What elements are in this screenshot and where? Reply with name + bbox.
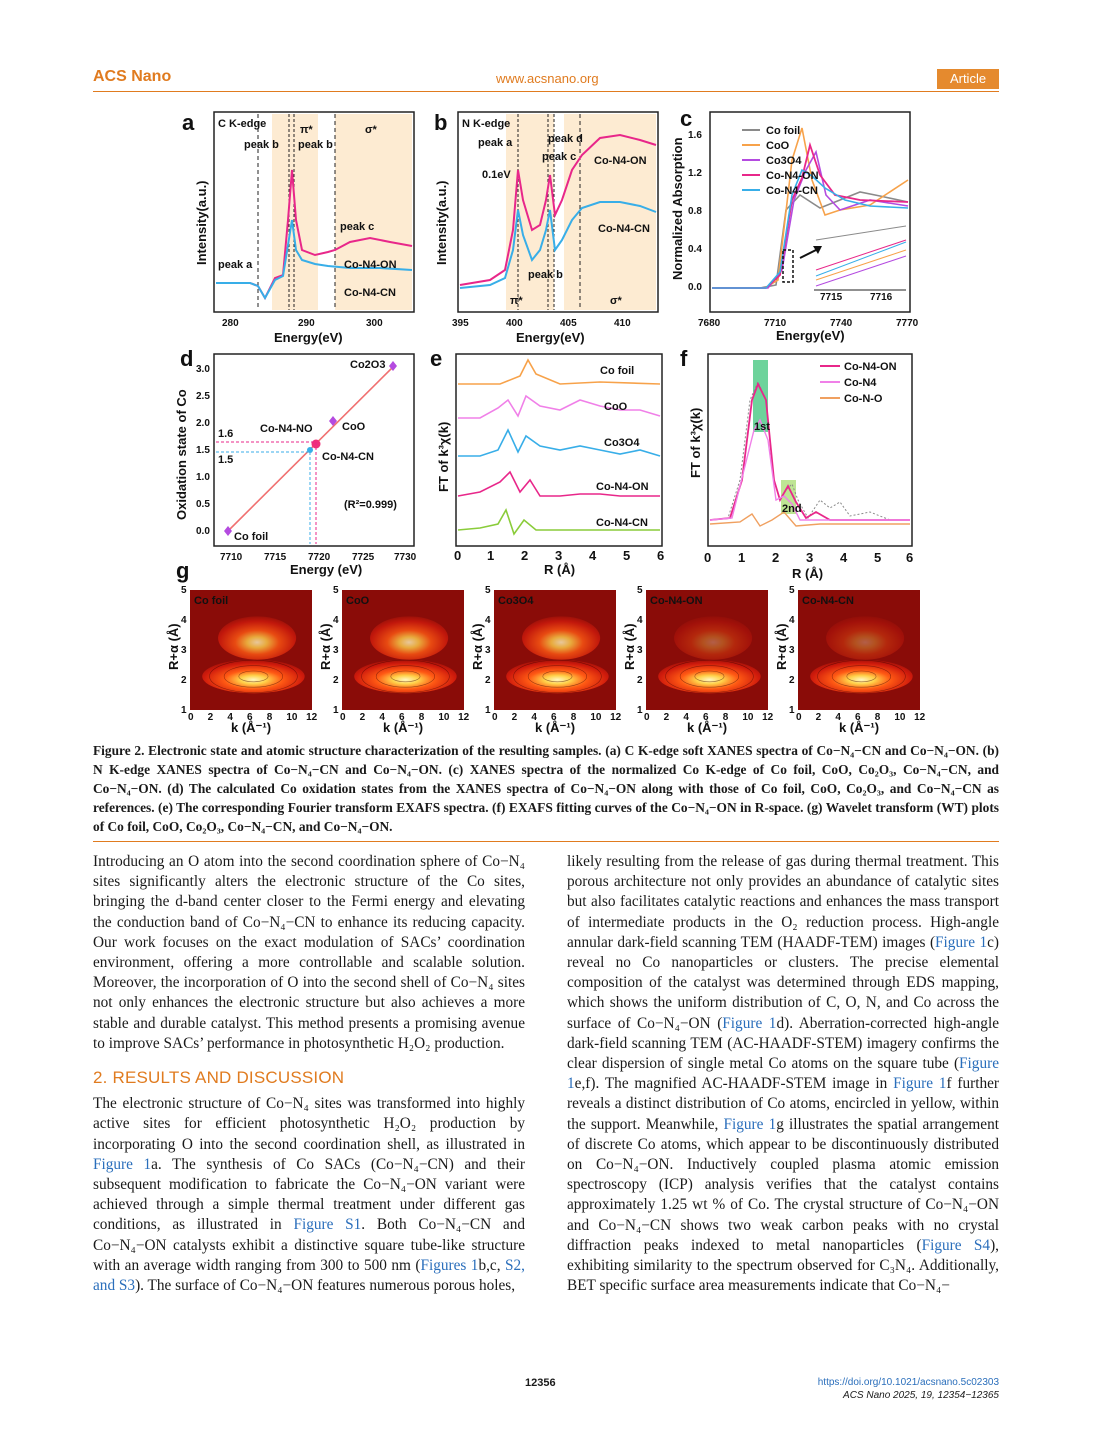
a-peak-c: peak c xyxy=(340,221,375,233)
wt-ylabel: R+α (Å) xyxy=(318,623,333,670)
wt-xlabel: k (Å⁻¹) xyxy=(687,720,728,735)
wt-map-label-1: CoO xyxy=(346,595,370,607)
c-legend-0: Co foil xyxy=(766,125,801,137)
article-badge: Article xyxy=(937,69,999,89)
wt-map-0 xyxy=(166,585,318,735)
b-shift: 0.1eV xyxy=(482,169,511,181)
caption-label: Figure 2. xyxy=(93,743,145,758)
wt-ylabel: R+α (Å) xyxy=(166,623,181,670)
wt-xtick: 4 xyxy=(531,712,537,723)
wt-xtick: 8 xyxy=(722,712,729,723)
b-pi-star: π* xyxy=(510,295,523,307)
b-peak-a: peak a xyxy=(478,137,513,149)
b-xlabel: Energy(eV) xyxy=(516,330,585,345)
wt-xtick: 10 xyxy=(590,712,602,723)
b-peak-c: peak c xyxy=(542,151,577,163)
wt-map-2 xyxy=(470,585,622,735)
wt-xlabel: k (Å⁻¹) xyxy=(231,720,272,735)
f-shell-1st: 1st xyxy=(754,421,770,433)
paragraph-results: The electronic structure of Co−N₄ sites was transformed into highly active sites for efficient photosynthetic H₂O₂ production by incorporating O into the second coordination shell, as illustrated in Figure 1a. The synthesis of Co SACs (Co−N₄−CN) and their subsequent modification to fabricate the Co−N₄−ON variant were achieved through a simple thermal treatment under different gas conditions, as illustrated in Figure S1. Both Co−N₄−CN and Co−N₄−ON catalysts exhibit a distinctive square tube-like structure with an average width ranging from 300 to 500 nm (Figures 1b,c, S2, and S3). The surface of Co−N₄−ON features numerous porous holes, xyxy=(93,1095,525,1295)
wt-ytick: 1 xyxy=(333,705,339,716)
wt-ylabel: R+α (Å) xyxy=(470,623,485,670)
c-xlabel: Energy(eV) xyxy=(776,328,845,343)
d-ytick-2: 1.0 xyxy=(196,472,210,483)
e-label-2: Co3O4 xyxy=(604,437,640,449)
figure-2 xyxy=(166,100,926,735)
link-figure-s4[interactable]: Figure S4 xyxy=(921,1236,991,1254)
c-legend-4: Co-N4-CN xyxy=(766,185,818,197)
wt-ytick: 2 xyxy=(789,675,795,686)
wt-ytick: 2 xyxy=(181,675,187,686)
wt-ytick: 4 xyxy=(485,615,491,626)
f-legend-2: Co-N-O xyxy=(844,393,883,405)
wt-maps xyxy=(166,585,926,735)
a-tick-0: 280 xyxy=(222,318,239,329)
e-label-1: CoO xyxy=(604,401,628,413)
wt-xtick: 0 xyxy=(188,712,194,723)
f-legend-0: Co-N4-ON xyxy=(844,361,897,373)
wt-ytick: 3 xyxy=(637,645,643,656)
c-inset-tick-1: 7716 xyxy=(870,292,893,303)
d-ytick-0: 0.0 xyxy=(196,526,210,537)
b-sigma-star: σ* xyxy=(610,295,622,307)
wt-map-label-4: Co-N4-CN xyxy=(802,595,854,607)
wt-xtick: 0 xyxy=(644,712,650,723)
wt-ytick: 3 xyxy=(485,645,491,656)
paragraph-intro: Introducing an O atom into the second coordination sphere of Co−N₄ sites significantly alters the electronic structure of the Co sites, bringing the d-band center closer to the Fermi energy and elevating the conduction band of Co−N₄−CN to enhance its reducing capacity. Our work focuses on the exact modulation of SACs’ coordination environment, offering a more controllable and scalable solution. Moreover, the incorporation of O into the second shell of Co−N₄ sites not only enhances the electronic structure but also achieves a more stable and durable catalyst. This method presents a promising avenue to improve SACs’ performance in photosynthetic H₂O₂ production. xyxy=(93,853,525,1052)
d-label-co-n4-cn: Co-N4-CN xyxy=(322,451,374,463)
c-inset-tick-0: 7715 xyxy=(820,292,843,303)
d-label-co-foil: Co foil xyxy=(234,531,269,543)
d-ytick-5: 2.5 xyxy=(196,391,210,402)
c-legend-1: CoO xyxy=(766,140,790,152)
a-peak-b2: peak b xyxy=(298,139,333,151)
c-ytick-2: 0.8 xyxy=(688,206,702,217)
c-xtick-2: 7740 xyxy=(830,318,853,329)
wt-xtick: 2 xyxy=(207,712,214,723)
f-xlabel: R (Å) xyxy=(792,566,824,581)
panel-label-b: b xyxy=(434,110,448,135)
f-shell-2nd: 2nd xyxy=(782,503,802,515)
d-ytick-6: 3.0 xyxy=(196,364,210,375)
e-xtick-4: 4 xyxy=(589,548,597,563)
wt-xtick: 0 xyxy=(340,712,346,723)
e-xlabel: R (Å) xyxy=(544,562,576,577)
c-xtick-1: 7710 xyxy=(764,318,787,329)
wt-ytick: 1 xyxy=(789,705,795,716)
paragraph-continued: likely resulting from the release of gas during thermal treatment. This porous architecture not only provides an abundance of catalytic sites but also facilitates catalytic reactions and enhances the mass transport of intermediate products in the O₂ reduction process. High-angle annular dark-field scanning TEM (HAADF-TEM) images (Figure 1c) reveal no Co nanoparticles or clusters. The precise elemental composition of the catalyst was determined through EDS mapping, which shows the uniform distribution of C, O, N, and Co across the surface of Co−N₄−ON (Figure 1d). Aberration-corrected high-angle dark-field scanning TEM (AC-HAADF-STEM) imagery confirms the clear dispersion of single metal Co atoms on the square tube (Figure 1e,f). The magnified AC-HAADF-STEM image in Figure 1f further reveals a distinct distribution of Co atoms, encircled in yellow, within the support. Meanwhile, Figure 1g illustrates the spatial arrangement of discrete Co atoms, which appear to be discontinuously distributed on Co−N₄−ON. Inductively coupled plasma atomic emission spectroscopy (ICP) analysis verifies that the catalyst contains approximately 1.25 wt % of Co. The crystal structure of Co−N₄−ON and Co−N₄−CN shows two weak carbon peaks with no crystal diffraction peaks indexed to metal nanoparticles (Figure S4), exhibiting similarity to the spectrum observed for C₃N₄. Additionally, BET specific surface area measurements indicate that Co−N₄− xyxy=(567,853,999,1295)
d-xtick-0: 7710 xyxy=(220,552,243,563)
c-legend-3: Co-N4-ON xyxy=(766,170,819,182)
d-xtick-2: 7720 xyxy=(308,552,331,563)
d-ytick-3: 1.5 xyxy=(196,445,210,456)
wt-ytick: 5 xyxy=(181,585,187,596)
wt-ytick: 5 xyxy=(637,585,643,596)
body-column-right xyxy=(567,852,999,1296)
wt-ytick: 2 xyxy=(485,675,491,686)
panel-g xyxy=(166,558,926,735)
wt-xtick: 2 xyxy=(359,712,366,723)
e-xtick-5: 5 xyxy=(623,548,631,563)
wt-ytick: 3 xyxy=(333,645,339,656)
f-ylabel: FT of k³χ(k) xyxy=(688,407,703,478)
d-label-co-n4-no: Co-N4-NO xyxy=(260,423,313,435)
caption-rule xyxy=(93,841,999,842)
e-xtick-3: 3 xyxy=(555,548,563,563)
wt-ytick: 1 xyxy=(637,705,643,716)
wt-map-label-2: Co3O4 xyxy=(498,595,534,607)
e-xtick-6: 6 xyxy=(657,548,665,563)
panel-e xyxy=(430,346,664,577)
wt-map-1 xyxy=(318,585,470,735)
wt-xtick: 12 xyxy=(610,712,622,723)
wt-ytick: 4 xyxy=(333,615,339,626)
d-ytick-1: 0.5 xyxy=(196,499,210,510)
wt-ytick: 1 xyxy=(181,705,187,716)
citation: ACS Nano 2025, 19, 12354−12365 xyxy=(843,1390,999,1401)
wt-xtick: 6 xyxy=(247,712,253,723)
wt-xtick: 0 xyxy=(492,712,498,723)
wt-xtick: 12 xyxy=(762,712,774,723)
b-tick-1: 400 xyxy=(506,318,523,329)
f-xtick-5: 5 xyxy=(874,550,882,565)
b-tick-3: 410 xyxy=(614,318,631,329)
a-sigma-star: σ* xyxy=(365,124,377,136)
b-tick-0: 395 xyxy=(452,318,469,329)
wt-ytick: 1 xyxy=(485,705,491,716)
wt-xtick: 10 xyxy=(742,712,754,723)
d-label-co2o3: Co2O3 xyxy=(350,359,386,371)
wt-map-3 xyxy=(622,585,774,735)
link-figure-1d[interactable]: Figure 1 xyxy=(722,1014,777,1032)
section-heading: 2. RESULTS AND DISCUSSION xyxy=(93,1068,345,1088)
wt-map-4 xyxy=(774,585,926,735)
wt-ytick: 3 xyxy=(789,645,795,656)
e-xtick-0: 0 xyxy=(454,548,462,563)
c-ytick-3: 1.2 xyxy=(688,168,702,179)
a-title: C K-edge xyxy=(218,118,267,130)
d-xtick-1: 7715 xyxy=(264,552,287,563)
wt-ytick: 5 xyxy=(485,585,491,596)
link-figure-1a[interactable]: Figure 1 xyxy=(93,1155,152,1173)
wt-ytick: 5 xyxy=(789,585,795,596)
wt-xtick: 2 xyxy=(815,712,822,723)
wt-xlabel: k (Å⁻¹) xyxy=(535,720,576,735)
wt-xtick: 8 xyxy=(266,712,273,723)
c-ytick-1: 0.4 xyxy=(688,244,702,255)
wt-ytick: 3 xyxy=(181,645,187,656)
wt-map-label-3: Co-N4-ON xyxy=(650,595,703,607)
e-xtick-1: 1 xyxy=(487,548,495,563)
a-label-cn: Co-N4-CN xyxy=(344,287,396,299)
b-title: N K-edge xyxy=(462,118,511,130)
wt-ytick: 4 xyxy=(637,615,643,626)
f-xtick-3: 3 xyxy=(806,550,814,565)
e-label-4: Co-N4-CN xyxy=(596,517,648,529)
wt-xtick: 4 xyxy=(227,712,233,723)
wt-ylabel: R+α (Å) xyxy=(622,623,637,670)
wt-xtick: 4 xyxy=(379,712,385,723)
f-legend-1: Co-N4 xyxy=(844,377,877,389)
f-xtick-0: 0 xyxy=(704,550,712,565)
c-xtick-3: 7770 xyxy=(896,318,919,329)
link-figures-s2-s3[interactable]: S2, and S3 xyxy=(93,1256,525,1295)
b-label-cn: Co-N4-CN xyxy=(598,223,650,235)
wt-map-label-0: Co foil xyxy=(194,595,229,607)
link-figure-1e[interactable]: Figure 1 xyxy=(567,1055,999,1093)
d-val-16: 1.6 xyxy=(218,428,234,440)
a-ylabel: Intensity(a.u.) xyxy=(194,180,209,265)
b-ylabel: Intensity(a.u.) xyxy=(434,180,449,265)
d-label-coo: CoO xyxy=(342,421,366,433)
b-label-on: Co-N4-ON xyxy=(594,155,647,167)
d-xlabel: Energy (eV) xyxy=(290,562,363,577)
wt-xlabel: k (Å⁻¹) xyxy=(839,720,880,735)
wt-ytick: 5 xyxy=(333,585,339,596)
wt-xtick: 0 xyxy=(796,712,802,723)
wt-xlabel: k (Å⁻¹) xyxy=(383,720,424,735)
a-tick-2: 300 xyxy=(366,318,383,329)
wt-xtick: 10 xyxy=(286,712,298,723)
wt-xtick: 4 xyxy=(683,712,689,723)
page-number: 12356 xyxy=(525,1377,556,1389)
wt-xtick: 8 xyxy=(874,712,881,723)
wt-xtick: 6 xyxy=(399,712,405,723)
wt-xtick: 8 xyxy=(418,712,425,723)
a-peak-b1: peak b xyxy=(244,139,279,151)
d-r2: (R²=0.999) xyxy=(344,499,397,511)
wt-xtick: 2 xyxy=(663,712,670,723)
wt-ytick: 2 xyxy=(333,675,339,686)
e-ylabel: FT of k³χ(k) xyxy=(436,421,451,492)
link-figures-1[interactable]: Figures 1 xyxy=(420,1256,479,1274)
wt-xtick: 6 xyxy=(855,712,861,723)
panel-label-f: f xyxy=(680,346,688,371)
b-peak-b: peak b xyxy=(528,269,563,281)
f-xtick-4: 4 xyxy=(840,550,848,565)
c-ytick-4: 1.6 xyxy=(688,130,702,141)
f-xtick-1: 1 xyxy=(738,550,746,565)
panel-label-d: d xyxy=(180,346,194,371)
c-xtick-0: 7680 xyxy=(698,318,721,329)
wt-ytick: 4 xyxy=(789,615,795,626)
a-pi-star: π* xyxy=(300,124,313,136)
d-xtick-3: 7725 xyxy=(352,552,375,563)
panel-label-c: c xyxy=(680,106,693,131)
journal-name: ACS Nano xyxy=(93,68,172,85)
link-figure-1c[interactable]: Figure 1 xyxy=(935,933,988,951)
doi-link[interactable]: https://doi.org/10.1021/acsnano.5c02303 xyxy=(817,1377,999,1388)
panel-c xyxy=(670,106,919,343)
c-ylabel: Normalized Absorption xyxy=(670,137,685,280)
link-figure-1f[interactable]: Figure 1 xyxy=(893,1075,947,1093)
wt-xtick: 12 xyxy=(306,712,318,723)
c-legend-2: Co3O4 xyxy=(766,155,802,167)
wt-xtick: 6 xyxy=(703,712,709,723)
wt-xtick: 6 xyxy=(551,712,557,723)
c-ytick-0: 0.0 xyxy=(688,282,702,293)
panel-label-g: g xyxy=(176,558,190,583)
panel-b xyxy=(434,110,658,345)
e-xtick-2: 2 xyxy=(521,548,529,563)
caption-text: Electronic state and atomic structure characterization of the resulting samples. (a) C K-edge soft XANES spectra of Co−N₄−CN and Co−N₄−ON. (b) N K-edge XANES spectra of Co−N₄−CN and Co−N₄−ON. (c) XANES spectra of the normalized Co K-edge of Co foil, CoO, Co₂O₃, Co−N₄−CN, and Co−N₄−ON. (d) The calculated Co oxidation states from the XANES spectra of Co−N₄−ON along with those of Co foil, CoO, Co₂O₃, and Co−N₄−CN as references. (e) The corresponding Fourier transform EXAFS spectra. (f) EXAFS fitting curves of the Co−N₄−ON in R-space. (g) Wavelet transform (WT) plots of Co foil, CoO, Co₂O₃, Co−N₄−CN, and Co−N₄−ON. xyxy=(93,743,999,834)
link-figure-1g[interactable]: Figure 1 xyxy=(723,1115,777,1133)
wt-ytick: 2 xyxy=(637,675,643,686)
body-column-left xyxy=(93,852,525,1296)
a-label-on: Co-N4-ON xyxy=(344,259,397,271)
b-tick-2: 405 xyxy=(560,318,577,329)
wt-xtick: 2 xyxy=(511,712,518,723)
a-tick-1: 290 xyxy=(298,318,315,329)
wt-xtick: 10 xyxy=(438,712,450,723)
panel-a xyxy=(182,110,414,345)
link-figure-s1[interactable]: Figure S1 xyxy=(293,1216,362,1234)
f-xtick-2: 2 xyxy=(772,550,780,565)
f-xtick-6: 6 xyxy=(906,550,914,565)
panel-f xyxy=(680,346,913,581)
wt-xtick: 10 xyxy=(894,712,906,723)
panel-d xyxy=(174,346,417,577)
journal-url[interactable]: www.acsnano.org xyxy=(496,71,599,86)
d-ytick-4: 2.0 xyxy=(196,418,210,429)
d-val-15: 1.5 xyxy=(218,454,234,466)
panel-label-a: a xyxy=(182,110,195,135)
wt-ylabel: R+α (Å) xyxy=(774,623,789,670)
a-peak-a: peak a xyxy=(218,259,253,271)
d-xtick-4: 7730 xyxy=(394,552,417,563)
header-rule xyxy=(93,91,999,92)
wt-xtick: 8 xyxy=(570,712,577,723)
wt-ytick: 4 xyxy=(181,615,187,626)
wt-xtick: 12 xyxy=(458,712,470,723)
b-peak-d: peak d xyxy=(548,133,583,145)
e-label-0: Co foil xyxy=(600,365,635,377)
panel-label-e: e xyxy=(430,346,443,371)
figure-caption xyxy=(93,741,999,836)
e-label-3: Co-N4-ON xyxy=(596,481,649,493)
a-xlabel: Energy(eV) xyxy=(274,330,343,345)
wt-xtick: 12 xyxy=(914,712,926,723)
d-ylabel: Oxidation state of Co xyxy=(174,389,189,520)
wt-xtick: 4 xyxy=(835,712,841,723)
